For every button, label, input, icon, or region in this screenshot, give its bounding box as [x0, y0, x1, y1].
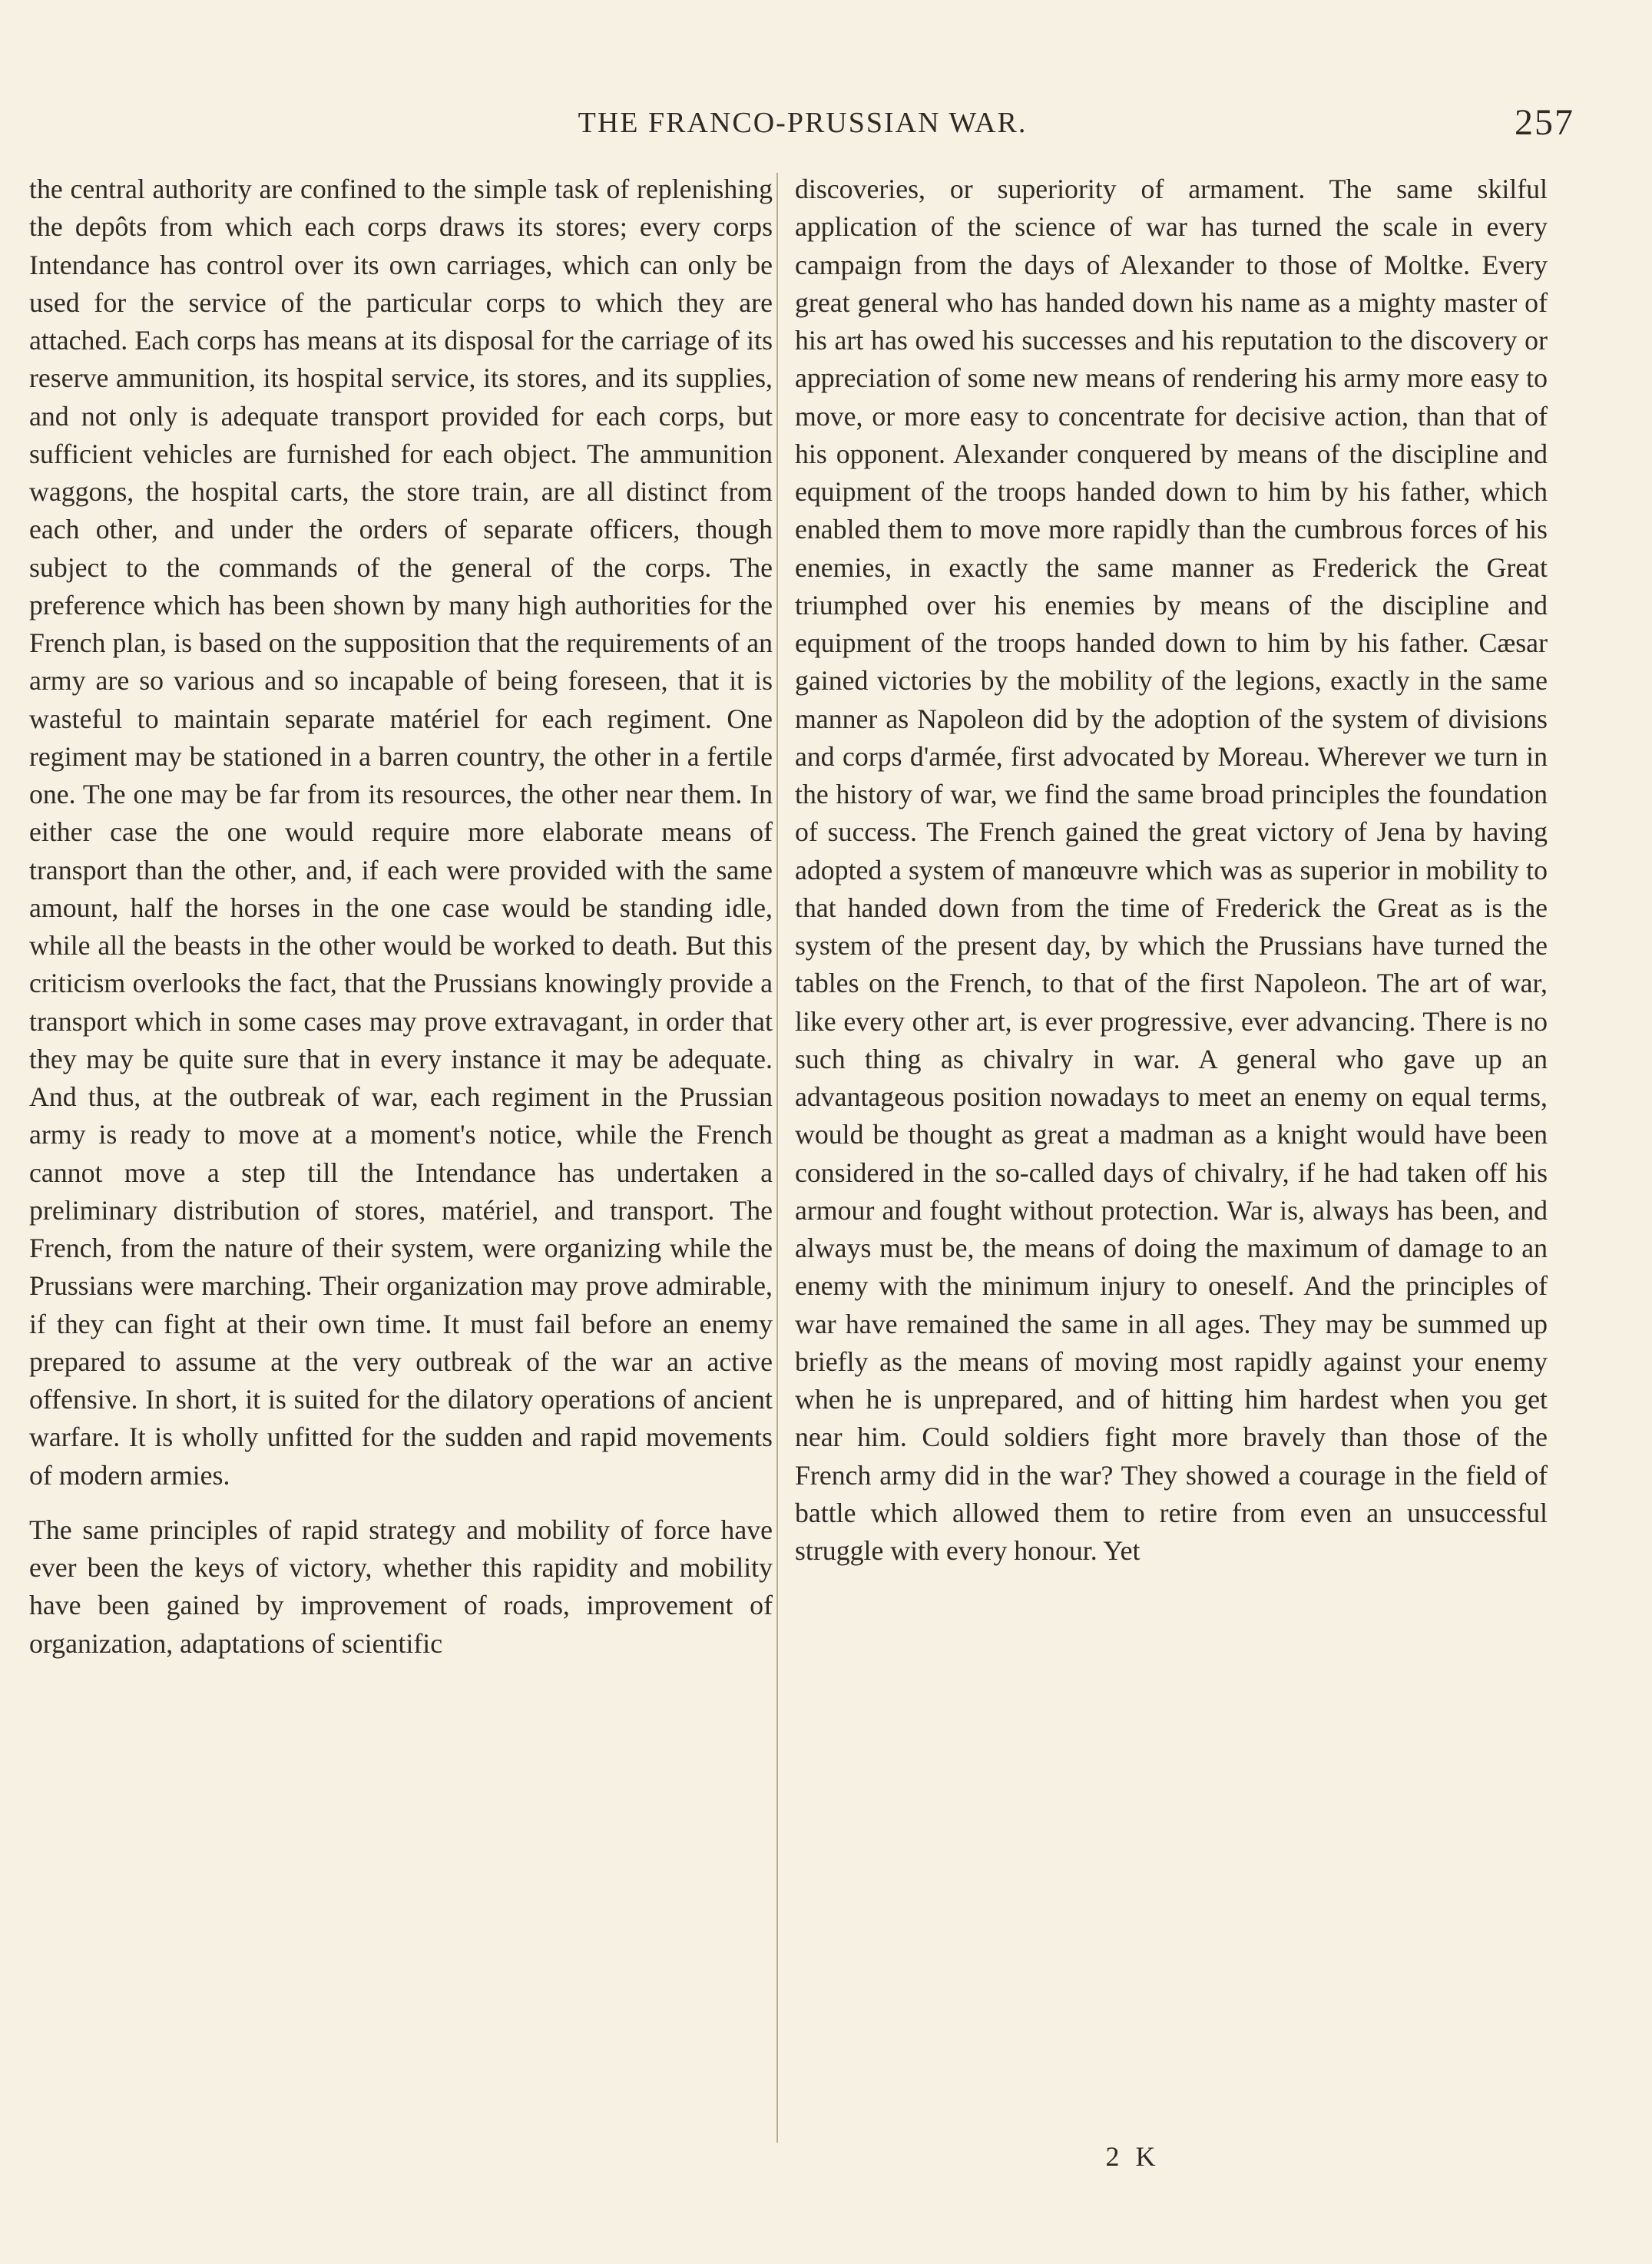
running-head	[31, 102, 1574, 152]
column-divider	[776, 173, 778, 2143]
running-title: THE FRANCO-PRUSSIAN WAR.	[578, 107, 1028, 139]
right-paragraph-1: discoveries, or superiority of armament. The same skilful application of the science of war has turned the scale in every campaign from the days of Alexander to those of Moltke. Every great general who has handed down his name as a mighty master of his art has owed his successes and his reputation to the discovery or appreciation of some new means of rendering his army more easy to move, or more easy to concentrate for decisive action, than that of his opponent. Alexander conquered by means of the discipline and equipment of the troops handed down to him by his father, which enabled them to move more rapidly than the cumbrous forces of his enemies, in exactly the same manner as Frederick the Great triumphed over his enemies by means of the discipline and equipment of the troops handed down to him by his father. Cæsar gained victories by the mobility of the legions, exactly in the same manner as Napoleon did by the adoption of the system of divisions and corps d'armée, first advocated by Moreau. Wherever we turn in the history of war, we find the same broad principles the foundation of success. The French gained the great victory of Jena by having adopted a system of manœuvre which was as superior in mobility to that handed down from the time of Frederick the Great as is the system of the present day, by which the Prussians have turned the tables on the French, to that of the first Napoleon. The art of war, like every other art, is ever progressive, ever advancing. There is no such thing as chivalry in war. A general who gave up an advantageous position nowadays to meet an enemy on equal terms, would be thought as great a madman as a knight would have been considered in the so-called days of chivalry, if he had taken off his armour and fought without protection. War is, always has been, and always must be, the means of doing the maximum of damage to an enemy with the minimum injury to oneself. And the principles of war have remained the same in all ages. They may be summed up briefly as the means of moving most rapidly against your enemy when he is unprepared, and of hitting him hardest when you get near him. Could soldiers fight more bravely than those of the French army did in the war? They showed a courage in the field of battle which allowed them to retire from even an unsuccessful struggle with every honour. Yet	[795, 174, 1548, 1566]
right-column	[795, 170, 1548, 1570]
left-paragraph-1: the central authority are confined to the simple task of replenishing the depôts from which each corps draws its stores; every corps Intendance has control over its own carriages, which can only be used for the service of the particular corps to which they are attached. Each corps has means at its disposal for the carriage of its reserve ammunition, its hospital service, its stores, and its supplies, and not only is adequate transport provided for each corps, but sufficient vehicles are furnished for each object. The ammunition waggons, the hospital carts, the store train, are all distinct from each other, and under the orders of separate officers, though subject to the commands of the general of the corps. The preference which has been shown by many high authorities for the French plan, is based on the supposition that the requirements of an army are so various and so incapable of being foreseen, that it is wasteful to maintain separate matériel for each regiment. One regiment may be stationed in a barren country, the other in a fertile one. The one may be far from its resources, the other near them. In either case the one would require more elaborate means of transport than the other, and, if each were provided with the same amount, half the horses in the one case would be standing idle, while all the beasts in the other would be worked to death. But this criticism overlooks the fact, that the Prussians knowingly provide a transport which in some cases may prove extravagant, in order that they may be quite sure that in every instance it may be adequate. And thus, at the outbreak of war, each regiment in the Prussian army is ready to move at a moment's notice, while the French cannot move a step till the Intendance has undertaken a preliminary distribution of stores, matériel, and transport. The French, from the nature of their system, were organizing while the Prussians were marching. Their organization may prove admirable, if they can fight at their own time. It must fail before an enemy prepared to assume at the very outbreak of the war an active offensive. In short, it is suited for the dilatory operations of ancient warfare. It is wholly unfitted for the sudden and rapid movements of modern armies.	[29, 174, 773, 1491]
page-number: 257	[1515, 102, 1574, 143]
paragraph-gap	[29, 1494, 773, 1511]
left-column	[29, 170, 773, 1663]
signature-mark: 2 K	[1105, 2141, 1160, 2172]
left-paragraph-2: The same principles of rapid strategy and mobility of force have ever been the keys of victory, whether this rapidity and mobility have been gained by improvement of roads, improvement of organization, adaptations of scientific	[29, 1514, 773, 1659]
